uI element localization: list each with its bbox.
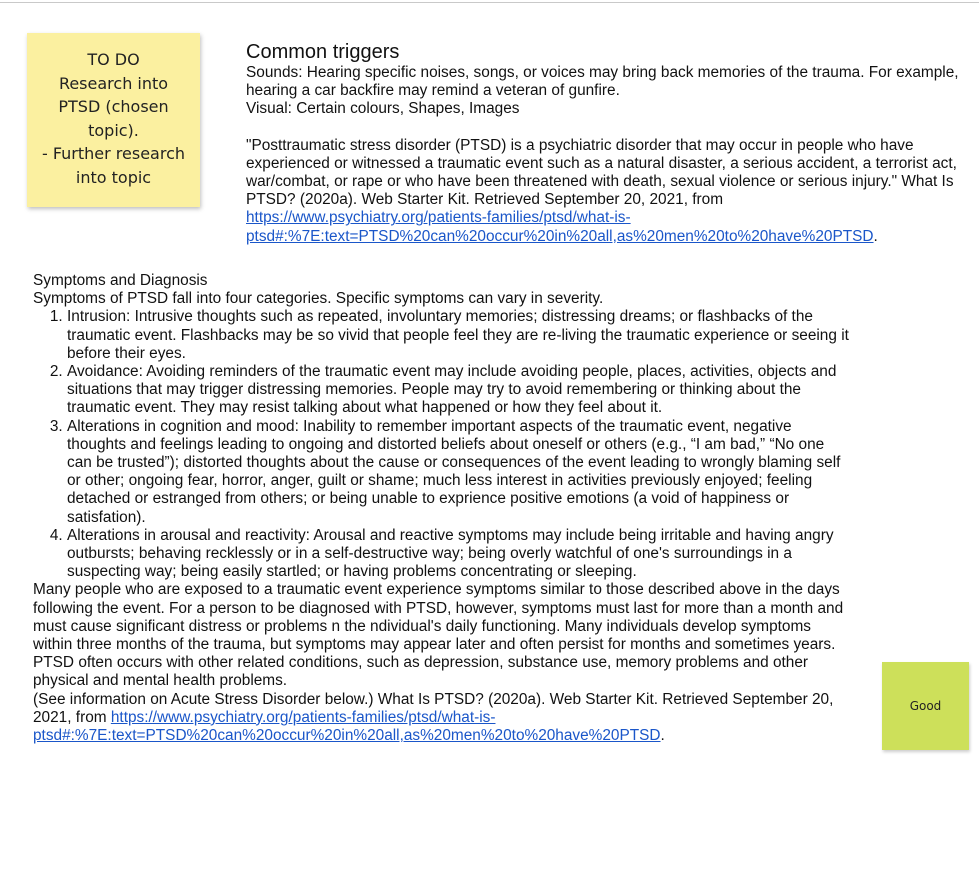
link-suffix: .	[873, 227, 878, 245]
todo-sticky-note[interactable]	[27, 33, 200, 207]
todo-line: PTSD (chosen	[58, 97, 169, 117]
symptoms-closing: Many people who are exposed to a traumatic event experience symptoms similar to those described above in the days following the event. For a person to be diagnosed with PTSD, however, symptoms must last for more than a month and must cause significant distress or problems n the ndividual's daily functioning. Many individuals develop symptoms within three months of the trauma, but symptoms may appear later and often persist for months and sometimes years. PTSD often occurs with other related conditions, such as depression, substance use, memory problems and other physical and mental health problems.	[33, 581, 844, 690]
triggers-visual: Visual: Certain colours, Shapes, Images	[246, 100, 520, 118]
triggers-text-block[interactable]	[246, 40, 966, 246]
link-line-2: ptsd#:%7E:text=PTSD%20can%20occur%20in%20all,as%20men%20to%20have%20PTSD	[246, 227, 874, 245]
symptom-item-intrusion: 1. Intrusion: Intrusive thoughts such as repeated, involuntary memories; distressing dreams; or flashbacks of the traumatic event. Flashbacks may be so vivid that people feel they are re-living the traumatic experience or seeing it before their eyes.	[67, 308, 853, 363]
source-link[interactable]	[33, 709, 661, 744]
good-note-label: Good	[909, 699, 942, 713]
todo-line: TO DO	[87, 50, 140, 69]
todo-line: into topic	[75, 167, 152, 187]
symptoms-heading: Symptoms and Diagnosis	[33, 272, 208, 289]
todo-line: Research into	[58, 73, 169, 93]
triggers-heading: Common triggers	[246, 41, 400, 63]
todo-line: topic).	[88, 120, 139, 140]
source-link[interactable]	[246, 209, 874, 244]
link-line-2: ptsd#:%7E:text=PTSD%20can%20occur%20in%20all,as%20men%20to%20have%20PTSD	[33, 727, 661, 745]
symptom-item-cognition-mood: 3. Alterations in cognition and mood: Inability to remember important aspects of the traumatic event, negative thoughts and feelings leading to ongoing and distorted beliefs about oneself or others (e.g., “I am bad,” “No one can be trusted”); distorted thoughts about the cause or consequences of the event leading to wrongly blaming self or other; ongoing fear, horror, anger, guilt or shame; much less interest in activities previously enjoyed; feeling detached or estranged from others; or being unable to exprience positive emotions (a void of happiness or satisfation).	[67, 418, 853, 527]
good-sticky-note[interactable]	[882, 662, 969, 750]
symptom-list	[33, 308, 853, 581]
quote-text: "Posttraumatic stress disorder (PTSD) is a psychiatric disorder that may occur in people who have experienced or witnessed a traumatic event such as a natural disaster, a serious accident, a terrorist act, war/combat, or rape or who have been threatened with death, sexual violence or serious injury." What Is PTSD? (2020a). Web Starter Kit. Retrieved September 20, 2021, from	[246, 136, 957, 209]
triggers-sounds: Sounds: Hearing specific noises, songs, or voices may bring back memories of the trauma. For example, hearing a car backfire may remind a veteran of gunfire.	[246, 64, 959, 100]
link-line-1: https://www.psychiatry.org/patients-families/ptsd/what-is-	[110, 708, 496, 726]
todo-line: - Further research	[41, 144, 186, 164]
citation-text: (See information on Acute Stress Disorder below.) What Is PTSD? (2020a). Web Starter Kit. Retrieved September 20, 2021, from	[33, 690, 834, 726]
symptoms-intro: Symptoms of PTSD fall into four categories. Specific symptoms can vary in severity.	[33, 290, 604, 308]
ptsd-definition-quote	[246, 137, 966, 246]
symptoms-text-block[interactable]	[33, 272, 853, 745]
top-divider	[0, 2, 979, 3]
link-line-1: https://www.psychiatry.org/patients-families/ptsd/what-is-	[246, 209, 631, 227]
symptoms-citation	[33, 691, 853, 746]
link-suffix: .	[660, 727, 665, 745]
symptom-item-arousal-reactivity: 4. Alterations in arousal and reactivity: Arousal and reactive symptoms may include being irritable and having angry outbursts; behaving recklessly or in a self-destructive way; being overly watchful of one's surroundings in a suspecting way; being easily startled; or having problems concentrating or sleeping.	[67, 527, 853, 582]
symptom-item-avoidance: 2. Avoidance: Avoiding reminders of the traumatic event may include avoiding people, places, activities, objects and situations that may trigger distressing memories. People may try to avoid remembering or thinking about the traumatic event. They may resist talking about what happened or how they feel about it.	[67, 363, 853, 418]
